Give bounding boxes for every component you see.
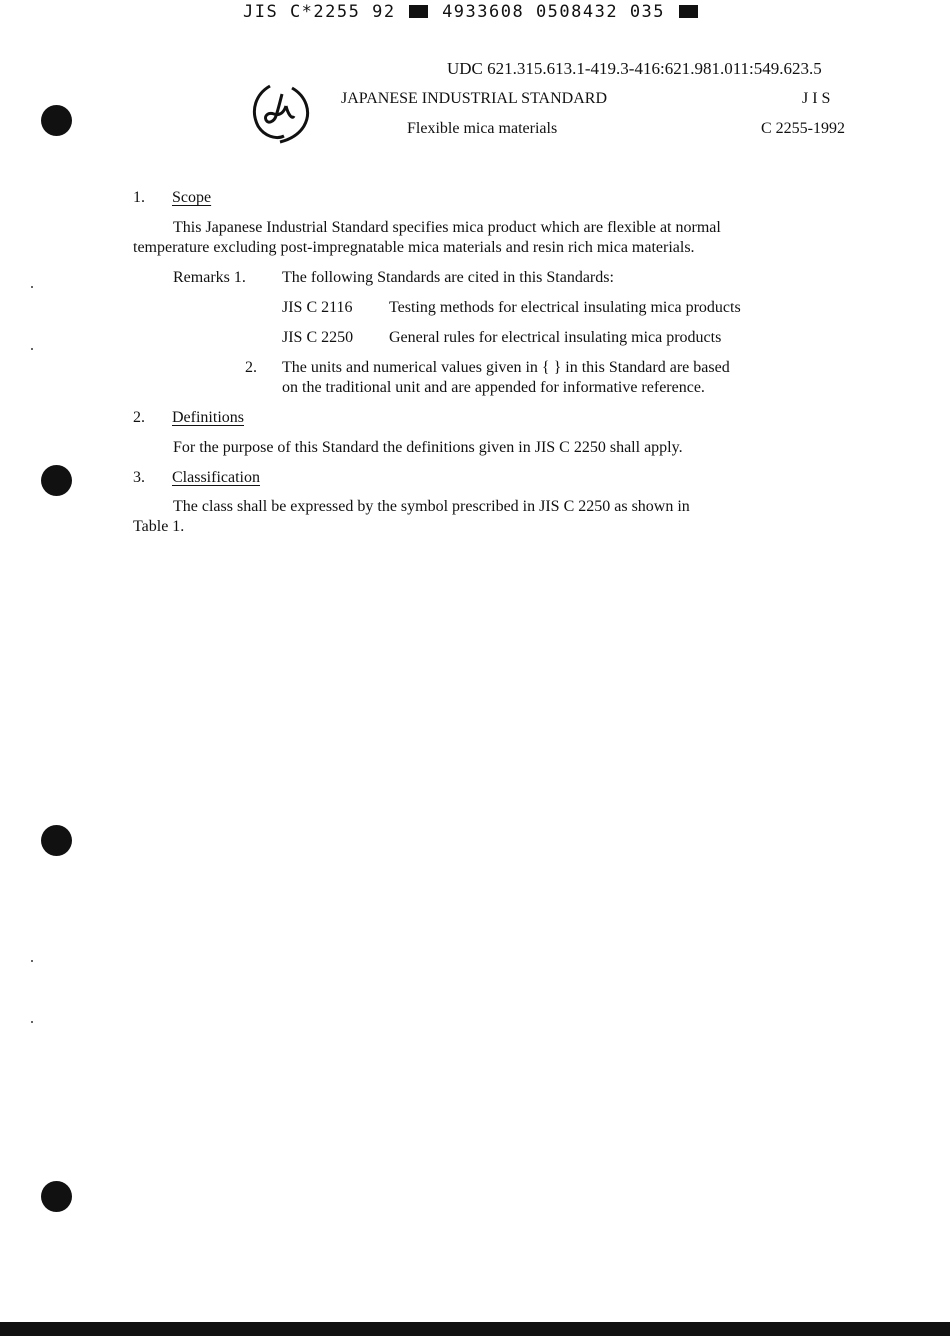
scan-barcode-header xyxy=(243,2,700,22)
section-heading: Definitions xyxy=(172,409,244,426)
scan-speck xyxy=(31,286,33,288)
remarks-label: Remarks 1. xyxy=(173,269,246,286)
page-title: Flexible mica materials xyxy=(407,120,558,137)
section-number: 2. xyxy=(133,409,145,426)
remark-text: The units and numerical values given in { } in this Standard are based xyxy=(282,359,730,376)
scan-code-prefix: JIS C*2255 92 xyxy=(243,2,396,22)
scan-speck xyxy=(31,348,33,350)
cited-standard-code: JIS C 2116 xyxy=(282,299,353,316)
remark-text: The following Standards are cited in this Standards: xyxy=(282,269,614,286)
standard-organization: JAPANESE INDUSTRIAL STANDARD xyxy=(341,90,607,107)
scan-block-mark xyxy=(409,5,428,18)
body-text: This Japanese Industrial Standard specifies mica product which are flexible at normal xyxy=(173,219,721,236)
scan-speck xyxy=(31,960,33,962)
binder-hole xyxy=(41,1181,72,1212)
cited-standard-title: Testing methods for electrical insulating mica products xyxy=(389,299,741,316)
scan-code-number: 4933608 0508432 035 xyxy=(442,2,666,22)
body-text: The class shall be expressed by the symbol prescribed in JIS C 2250 as shown in xyxy=(173,498,690,515)
body-text: Table 1. xyxy=(133,518,185,535)
standard-number: C 2255-1992 xyxy=(761,120,845,137)
cited-standard-code: JIS C 2250 xyxy=(282,329,354,346)
body-text: temperature excluding post-impregnatable mica materials and resin rich mica materials. xyxy=(133,239,695,256)
scan-speck xyxy=(31,1021,33,1023)
jis-label: J I S xyxy=(802,90,831,107)
section-number: 3. xyxy=(133,469,145,486)
udc-code: UDC 621.315.613.1-419.3-416:621.981.011:549.623.5 xyxy=(447,59,822,78)
section-heading: Scope xyxy=(172,189,212,206)
binder-hole xyxy=(41,465,72,496)
scan-bottom-edge xyxy=(0,1322,950,1336)
jis-logo-icon xyxy=(248,80,314,146)
body-text: For the purpose of this Standard the definitions given in JIS C 2250 shall apply. xyxy=(173,439,683,456)
binder-hole xyxy=(41,105,72,136)
section-heading: Classification xyxy=(172,469,260,486)
binder-hole xyxy=(41,825,72,856)
section-number: 1. xyxy=(133,189,145,206)
remark-number: 2. xyxy=(245,359,257,376)
scan-block-mark xyxy=(679,5,698,18)
cited-standard-title: General rules for electrical insulating mica products xyxy=(389,329,722,346)
remark-text: on the traditional unit and are appended for informative reference. xyxy=(282,379,705,396)
